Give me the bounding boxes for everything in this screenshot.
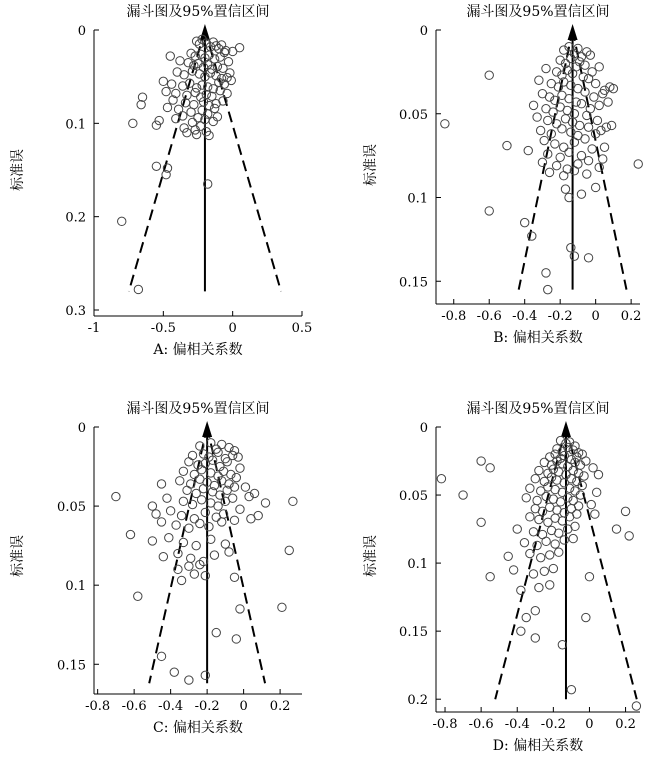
panel-title: 漏斗图及95%置信区间 [126, 4, 270, 20]
x-tick-label: -0.5 [150, 321, 176, 336]
y-axis-label: 标准误 [363, 144, 379, 186]
y-tick-label: 0.05 [399, 107, 428, 123]
y-tick-label: 0.15 [399, 625, 428, 641]
y-tick-label: 0.15 [57, 658, 86, 674]
y-tick-label: 0.1 [65, 579, 86, 595]
y-tick-label: 0.05 [57, 500, 86, 516]
x-tick-label: -0.4 [158, 699, 184, 714]
y-tick-label: 0 [77, 24, 86, 39]
y-tick-label: 0 [77, 421, 86, 436]
y-axis-label: 标准误 [10, 149, 26, 191]
y-tick-label: 0.2 [407, 693, 428, 709]
x-axis-label: C: 偏相关系数 [153, 720, 243, 736]
y-tick-label: 0.1 [65, 117, 86, 133]
y-tick-label: 0.2 [65, 210, 86, 226]
x-tick-label: 0 [239, 699, 248, 714]
y-tick-label: 0 [419, 24, 428, 39]
x-tick-label: 0 [585, 717, 594, 732]
x-tick-label: -0.2 [194, 699, 220, 714]
x-tick-label: -0.6 [476, 309, 502, 324]
y-tick-label: 0.1 [407, 557, 428, 573]
y-tick-label: 0.15 [399, 275, 428, 291]
panel-title: 漏斗图及95%置信区间 [466, 401, 610, 417]
x-tick-label: 0.2 [615, 717, 636, 732]
x-tick-label: -0.2 [547, 309, 573, 324]
panel-title: 漏斗图及95%置信区间 [466, 4, 610, 20]
x-tick-label: -0.2 [540, 717, 566, 732]
y-axis-label: 标准误 [363, 535, 379, 577]
panel-title: 漏斗图及95%置信区间 [126, 401, 270, 417]
y-axis-label: 标准误 [10, 535, 26, 577]
x-tick-label: 0.2 [269, 699, 291, 714]
x-tick-label: -0.6 [468, 717, 494, 732]
y-tick-label: 0.3 [65, 304, 86, 319]
x-tick-label: -0.8 [432, 717, 458, 732]
x-tick-label: -1 [87, 321, 101, 336]
x-tick-label: -0.4 [504, 717, 530, 732]
x-axis-label: B: 偏相关系数 [493, 330, 583, 346]
y-tick-label: 0 [419, 421, 428, 436]
x-axis-label: D: 偏相关系数 [492, 738, 584, 754]
y-tick-label: 0.05 [399, 489, 428, 505]
y-tick-label: 0.1 [407, 191, 428, 207]
x-tick-label: 0.2 [620, 309, 642, 324]
x-tick-label: -0.6 [121, 699, 147, 714]
x-tick-label: 0 [591, 309, 600, 324]
x-tick-label: 0 [228, 321, 237, 336]
x-tick-label: -0.4 [512, 309, 538, 324]
x-tick-label: -0.8 [441, 309, 467, 324]
x-axis-label: A: 偏相关系数 [153, 342, 243, 358]
x-tick-label: 0.5 [291, 321, 313, 336]
x-tick-label: -0.8 [85, 699, 111, 714]
